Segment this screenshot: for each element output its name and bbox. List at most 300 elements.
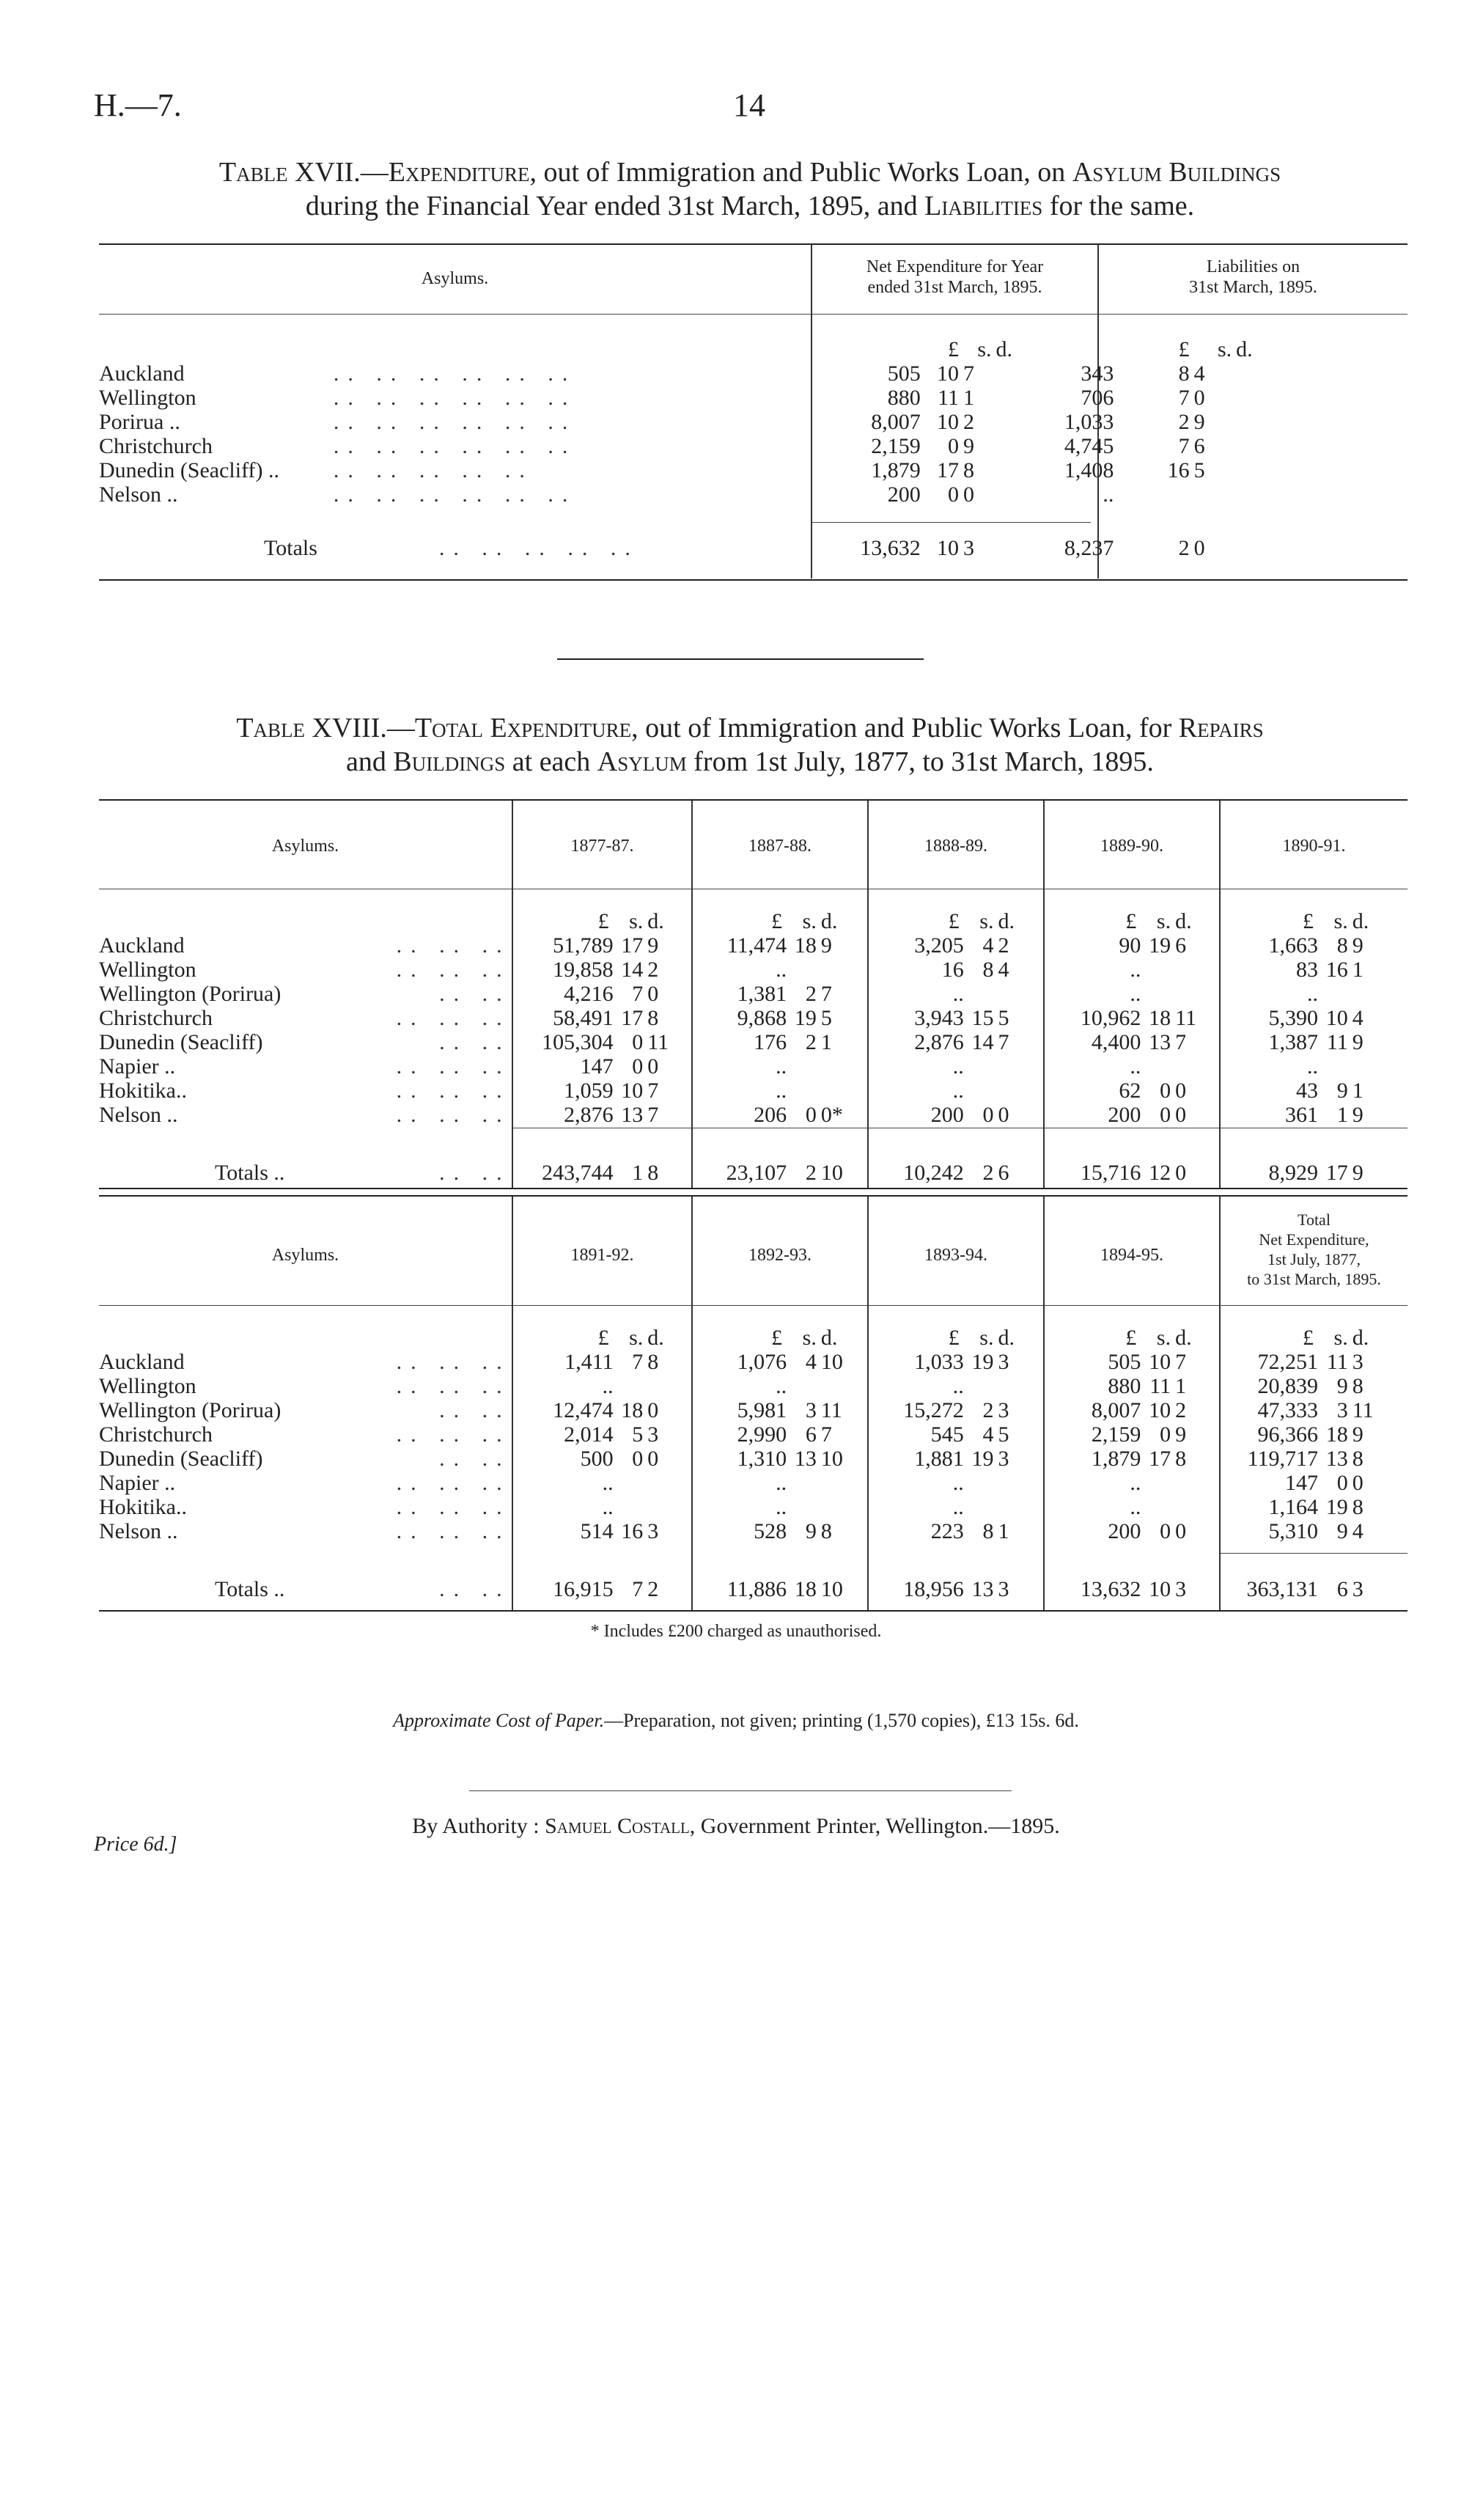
amount-pounds: 12,474 xyxy=(553,1398,614,1422)
authority-imprint xyxy=(0,1814,1472,1839)
amount-shillings xyxy=(964,1495,998,1519)
amount-shillings: 19 xyxy=(1325,1495,1348,1519)
amount-shillings: 18 xyxy=(1325,1422,1348,1447)
amount-shillings: 2 xyxy=(982,1161,994,1185)
amount-shillings: 16 xyxy=(621,1519,644,1543)
leader-dots: .. .. .. xyxy=(396,1374,511,1398)
table-row xyxy=(99,933,1407,958)
table18-caption-b: Buildings xyxy=(393,746,506,777)
net-shillings: 10 xyxy=(937,410,959,434)
amount-pence: 0 xyxy=(998,1103,1009,1127)
table18b-col-year: 1892-93. xyxy=(748,1246,812,1265)
amount-pounds: 15,272 xyxy=(903,1398,964,1422)
amount-pounds: .. xyxy=(776,1374,787,1398)
amount-shillings: 8 xyxy=(982,1519,994,1543)
totals-liab-pence: 0 xyxy=(1193,536,1205,560)
table18-footnote: * Includes £200 charged as unauthorised. xyxy=(590,1622,882,1641)
amount-pounds: 96,366 xyxy=(1257,1422,1318,1447)
leader-dots: .. .. xyxy=(439,1447,511,1471)
pence-unit: d. xyxy=(998,1326,1015,1350)
amount-pence: 5 xyxy=(998,1422,1009,1447)
liab-pounds: .. xyxy=(1103,482,1114,507)
amount-shillings: 0 xyxy=(1160,1422,1171,1447)
document-code: H.—7. xyxy=(94,87,182,123)
amount-shillings: 19 xyxy=(1149,933,1171,958)
table-row xyxy=(99,1398,1407,1422)
amount-shillings: 1 xyxy=(1336,1103,1348,1127)
cost-note-label: Approximate Cost of Paper. xyxy=(393,1710,605,1731)
amount-shillings: 19 xyxy=(794,1006,817,1030)
totals-label: Totals .. xyxy=(215,1577,285,1601)
pence-unit: d. xyxy=(820,909,838,933)
amount-pounds: .. xyxy=(776,1471,787,1495)
amount-pounds: 4,216 xyxy=(564,982,614,1006)
amount-pence: 7 xyxy=(820,1422,832,1447)
amount-pounds: 1,059 xyxy=(564,1079,614,1103)
amount-pounds: 5,981 xyxy=(737,1398,787,1422)
liab-pounds: 1,408 xyxy=(1064,458,1114,482)
amount-pounds: .. xyxy=(1130,1471,1141,1495)
leader-dots: .. .. .. .. .. xyxy=(438,536,639,560)
asylum-name: Porirua .. xyxy=(99,410,180,434)
leader-dots: .. .. xyxy=(439,1398,511,1422)
shilling-unit: s. xyxy=(1217,337,1232,361)
amount-pounds: 223 xyxy=(930,1519,964,1543)
table18a-col-year: 1877-87. xyxy=(570,837,634,856)
amount-shillings: 9 xyxy=(1336,1519,1348,1543)
pound-unit: £ xyxy=(948,909,960,933)
amount-pence: 4 xyxy=(1352,1519,1364,1543)
amount-pounds: .. xyxy=(1130,1054,1141,1079)
table17-rows xyxy=(99,361,1407,507)
amount-pounds: 18,956 xyxy=(903,1577,964,1601)
amount-pounds: 119,717 xyxy=(1247,1447,1318,1471)
amount-shillings: 15 xyxy=(971,1006,994,1030)
amount-pence: 0* xyxy=(820,1103,843,1127)
amount-pounds: .. xyxy=(602,1495,614,1519)
leader-dots: .. .. .. xyxy=(396,1006,511,1030)
asylum-name: Wellington (Porirua) xyxy=(99,982,281,1006)
amount-shillings xyxy=(964,1079,998,1103)
table17-col-asylums: Asylums. xyxy=(421,269,489,288)
amount-shillings: 6 xyxy=(805,1422,817,1447)
amount-shillings xyxy=(964,982,998,1006)
amount-pence xyxy=(821,1471,876,1495)
amount-pence: 8 xyxy=(647,1006,659,1030)
table18b-col-asylums: Asylums. xyxy=(271,1246,339,1265)
amount-pounds: 2,014 xyxy=(564,1422,614,1447)
pound-unit: £ xyxy=(1125,1326,1137,1350)
amount-shillings xyxy=(787,1471,821,1495)
pence-unit: d. xyxy=(1175,909,1192,933)
amount-pounds: 545 xyxy=(930,1422,964,1447)
amount-shillings: 0 xyxy=(632,1054,644,1079)
pound-unit: £ xyxy=(597,1326,609,1350)
net-shillings: 11 xyxy=(938,386,959,410)
liab-pence xyxy=(1194,482,1237,507)
amount-shillings: 19 xyxy=(971,1350,994,1374)
table18b-col-year: 1893-94. xyxy=(924,1246,987,1265)
amount-shillings: 3 xyxy=(1336,1398,1348,1422)
amount-pounds: 16 xyxy=(941,958,964,982)
amount-pence: 9 xyxy=(1352,1422,1364,1447)
table18-subject2: Repairs xyxy=(1178,713,1264,743)
amount-pounds: 147 xyxy=(580,1054,614,1079)
amount-shillings xyxy=(1141,1495,1175,1519)
amount-pence: 8 xyxy=(647,1161,659,1185)
amount-shillings xyxy=(1141,1054,1175,1079)
amount-pence xyxy=(821,1374,876,1398)
table-row xyxy=(99,1054,1407,1079)
table18-caption-line2 xyxy=(94,745,1406,779)
amount-pounds: 8,007 xyxy=(1091,1398,1141,1422)
amount-pounds: 200 xyxy=(930,1103,964,1127)
amount-shillings: 14 xyxy=(971,1030,994,1054)
amount-shillings: 18 xyxy=(1149,1006,1171,1030)
amount-pounds: 105,304 xyxy=(542,1030,614,1054)
net-pence: 9 xyxy=(963,434,974,458)
amount-pence: 0 xyxy=(647,1447,659,1471)
amount-pounds: 1,879 xyxy=(1091,1447,1141,1471)
amount-pence: 2 xyxy=(1175,1398,1187,1422)
asylum-name: Christchurch xyxy=(99,1422,213,1447)
amount-shillings: 11 xyxy=(1326,1350,1348,1374)
amount-pence xyxy=(1175,1054,1230,1079)
leader-dots: .. .. .. .. .. .. xyxy=(333,410,577,434)
amount-pounds: 1,663 xyxy=(1268,933,1318,958)
asylum-name: Wellington xyxy=(99,958,196,982)
amount-pounds: 51,789 xyxy=(553,933,614,958)
amount-pounds: 3,205 xyxy=(914,933,964,958)
amount-shillings: 0 xyxy=(632,1030,644,1054)
amount-pounds: 5,390 xyxy=(1268,1006,1318,1030)
table17-body xyxy=(99,337,1407,560)
table17-totals-row xyxy=(99,536,1407,560)
shilling-unit: s. xyxy=(1333,1326,1348,1350)
amount-pounds: .. xyxy=(776,1054,787,1079)
shilling-unit: s. xyxy=(977,337,992,361)
table18a-col-year: 1890-91. xyxy=(1282,837,1346,856)
asylum-name: Nelson .. xyxy=(99,1519,178,1543)
amount-pounds: .. xyxy=(1307,1054,1318,1079)
amount-shillings: 17 xyxy=(621,1006,644,1030)
amount-pence: 1 xyxy=(820,1030,832,1054)
table-row xyxy=(99,1447,1407,1471)
amount-shillings: 13 xyxy=(1325,1447,1348,1471)
amount-pounds: .. xyxy=(952,1495,964,1519)
amount-pounds: 200 xyxy=(1108,1103,1141,1127)
amount-shillings: 17 xyxy=(1149,1447,1171,1471)
amount-pence xyxy=(647,1495,699,1519)
page-number: 14 xyxy=(733,87,765,123)
table17-row xyxy=(99,386,1407,410)
amount-pence: 11 xyxy=(1175,1006,1196,1030)
amount-pence: 2 xyxy=(647,1577,659,1601)
amount-pence: 10 xyxy=(820,1447,843,1471)
asylum-name: Christchurch xyxy=(99,434,213,458)
amount-shillings: 7 xyxy=(632,1577,644,1601)
amount-pence: 3 xyxy=(647,1519,659,1543)
amount-pence: 3 xyxy=(1352,1350,1364,1374)
shilling-unit: s. xyxy=(1333,909,1348,933)
table18b-col-year: 1894-95. xyxy=(1100,1246,1163,1265)
net-shillings: 0 xyxy=(948,482,959,507)
liab-pounds: 1,033 xyxy=(1064,410,1114,434)
liab-shillings xyxy=(1114,482,1193,507)
amount-pounds: 11,886 xyxy=(726,1577,787,1601)
amount-shillings: 0 xyxy=(1160,1519,1171,1543)
net-shillings: 0 xyxy=(948,434,959,458)
amount-pence: 3 xyxy=(998,1447,1009,1471)
amount-pounds: 528 xyxy=(754,1519,787,1543)
price: Price 6d.] xyxy=(94,1833,177,1856)
net-pounds: 505 xyxy=(887,361,921,386)
amount-shillings: 16 xyxy=(1325,958,1348,982)
table17-col-net-line1: Net Expenditure for Year xyxy=(866,257,1044,276)
net-pounds: 2,159 xyxy=(871,434,921,458)
leader-dots: .. .. .. xyxy=(396,1471,511,1495)
table-row xyxy=(99,1519,1407,1543)
amount-pence: 9 xyxy=(1352,1161,1364,1185)
amount-pounds: 8,929 xyxy=(1268,1161,1318,1185)
amount-pence: 7 xyxy=(1175,1350,1187,1374)
authority-prefix: By Authority : xyxy=(412,1814,545,1838)
amount-pence: 2 xyxy=(647,958,659,982)
net-pence: 1 xyxy=(963,386,974,410)
amount-pence: 6 xyxy=(1175,933,1187,958)
amount-pence: 6 xyxy=(998,1161,1009,1185)
amount-pence: 0 xyxy=(647,1398,659,1422)
amount-pounds: 11,474 xyxy=(726,933,787,958)
amount-pence: 3 xyxy=(998,1398,1009,1422)
leader-dots: .. .. .. xyxy=(396,1495,511,1519)
liab-shillings: 2 xyxy=(1178,410,1190,434)
amount-pounds: 176 xyxy=(754,1030,787,1054)
amount-shillings: 9 xyxy=(1336,1374,1348,1398)
table17-number: Table XVII. xyxy=(218,157,361,188)
table17-row xyxy=(99,482,1407,507)
amount-pence: 9 xyxy=(1352,1030,1364,1054)
amount-shillings: 0 xyxy=(1336,1471,1348,1495)
amount-pounds: 514 xyxy=(580,1519,614,1543)
amount-shillings: 13 xyxy=(1149,1030,1171,1054)
pence-unit: d. xyxy=(1352,1326,1369,1350)
amount-shillings: 17 xyxy=(1325,1161,1348,1185)
amount-pence: 3 xyxy=(998,1350,1009,1374)
amount-shillings: 10 xyxy=(1149,1350,1171,1374)
liab-shillings: 7 xyxy=(1178,386,1190,410)
amount-pence: 9 xyxy=(1175,1422,1187,1447)
amount-pounds: .. xyxy=(952,1374,964,1398)
amount-pounds: 4,400 xyxy=(1091,1030,1141,1054)
amount-pounds: .. xyxy=(952,982,964,1006)
table18a-body xyxy=(99,909,1407,1185)
pence-unit: d. xyxy=(1352,909,1369,933)
table-row xyxy=(99,1495,1407,1519)
amount-pence xyxy=(1175,958,1230,982)
amount-shillings: 18 xyxy=(794,1577,817,1601)
shilling-unit: s. xyxy=(1156,1326,1171,1350)
table-row xyxy=(99,1006,1407,1030)
liab-pence: 6 xyxy=(1193,434,1205,458)
table-row xyxy=(99,1422,1407,1447)
table-row xyxy=(99,982,1407,1006)
amount-pence xyxy=(1175,982,1230,1006)
leader-dots: .. .. .. .. .. .. xyxy=(333,482,577,507)
table18b-col-total xyxy=(1221,1210,1407,1289)
table17-top-rule xyxy=(99,243,1407,245)
leader-dots: .. .. .. xyxy=(396,1350,511,1374)
table-row xyxy=(99,1471,1407,1495)
amount-pence: 10 xyxy=(820,1577,843,1601)
amount-pence: 5 xyxy=(998,1006,1009,1030)
amount-pence: 3 xyxy=(647,1422,659,1447)
pence-unit: d. xyxy=(998,909,1015,933)
amount-shillings: 18 xyxy=(794,933,817,958)
asylum-name: Napier .. xyxy=(99,1471,176,1495)
cost-note-text: —Preparation, not given; printing (1,570 copies), £13 15s. 6d. xyxy=(604,1710,1079,1731)
asylum-name: Nelson .. xyxy=(99,1103,178,1127)
amount-shillings: 5 xyxy=(632,1422,644,1447)
amount-shillings xyxy=(787,1079,821,1103)
liab-pounds: 343 xyxy=(1081,361,1114,386)
table17-caption-line2 xyxy=(94,189,1406,223)
amount-shillings: 1 xyxy=(632,1161,644,1185)
table18-caption xyxy=(94,711,1406,779)
table17-header-rule xyxy=(99,314,1407,315)
amount-shillings: 7 xyxy=(632,1350,644,1374)
amount-pounds: 363,131 xyxy=(1246,1577,1318,1601)
pence-unit: d. xyxy=(996,337,1012,361)
amount-pence: 8 xyxy=(820,1519,832,1543)
amount-pounds: 1,881 xyxy=(914,1447,964,1471)
table17-row xyxy=(99,434,1407,458)
amount-shillings: 13 xyxy=(794,1447,817,1471)
pound-unit: £ xyxy=(948,337,959,361)
asylum-name: Hokitika.. xyxy=(99,1079,187,1103)
table-row xyxy=(99,958,1407,982)
asylum-name: Auckland xyxy=(99,361,185,386)
asylum-name: Auckland xyxy=(99,1350,185,1374)
amount-pounds: 505 xyxy=(1108,1350,1141,1374)
table17-caption-liab: Liabilities xyxy=(924,191,1043,221)
amount-shillings: 2 xyxy=(805,1161,817,1185)
amount-shillings: 10 xyxy=(1149,1577,1171,1601)
amount-pence: 8 xyxy=(1352,1374,1364,1398)
shilling-unit: s. xyxy=(802,909,817,933)
table17-caption-mid: , out of Immigration and Public Works Loan, on xyxy=(529,157,1072,188)
amount-pence: 0 xyxy=(647,982,659,1006)
amount-pounds: 1,310 xyxy=(737,1447,787,1471)
amount-pounds: .. xyxy=(1307,982,1318,1006)
amount-pence xyxy=(998,1374,1053,1398)
amount-pounds: 72,251 xyxy=(1257,1350,1318,1374)
totals-label: Totals .. xyxy=(215,1161,285,1185)
totals-net-pounds: 13,632 xyxy=(860,536,921,560)
table17-col-liab-line2: 31st March, 1895. xyxy=(1189,278,1317,297)
leader-dots: .. .. xyxy=(439,982,511,1006)
leader-dots: .. .. .. xyxy=(396,1422,511,1447)
table18-caption-a: and xyxy=(346,746,394,777)
liab-shillings: 7 xyxy=(1178,434,1190,458)
amount-shillings xyxy=(1141,1471,1175,1495)
amount-shillings: 10 xyxy=(1149,1398,1171,1422)
totals-liab-pounds: 8,237 xyxy=(1064,536,1114,560)
amount-pounds: 500 xyxy=(580,1447,614,1471)
liab-pence: 0 xyxy=(1193,386,1205,410)
table18a-col-year: 1887-88. xyxy=(748,837,812,856)
amount-shillings: 9 xyxy=(805,1519,817,1543)
table17-row xyxy=(99,458,1407,482)
table18-number: Table XVIII. xyxy=(236,713,387,743)
amount-pence xyxy=(821,1495,876,1519)
leader-dots: .. .. xyxy=(439,1030,511,1054)
totals-label: Totals xyxy=(264,536,317,560)
amount-pence xyxy=(1353,1054,1407,1079)
table18-caption-d: Asylum xyxy=(597,746,687,777)
amount-pounds: .. xyxy=(1130,1495,1141,1519)
amount-shillings: 11 xyxy=(1149,1374,1171,1398)
amount-pence xyxy=(1175,1471,1230,1495)
pound-unit: £ xyxy=(1303,1326,1314,1350)
asylum-name: Napier .. xyxy=(99,1054,176,1079)
table18-caption-mid: , out of Immigration and Public Works Loan, for xyxy=(631,713,1179,743)
amount-pence xyxy=(821,958,876,982)
asylum-name: Dunedin (Seacliff) .. xyxy=(99,458,280,482)
amount-pounds: 206 xyxy=(754,1103,787,1127)
net-pounds: 1,879 xyxy=(871,458,921,482)
amount-pounds: 2,876 xyxy=(914,1030,964,1054)
amount-pence: 8 xyxy=(1352,1447,1364,1471)
shilling-unit: s. xyxy=(802,1326,817,1350)
pound-unit: £ xyxy=(1178,337,1190,361)
totals-row xyxy=(99,1577,1407,1601)
pence-unit: d. xyxy=(1236,337,1253,361)
leader-dots: .. .. .. xyxy=(396,1519,511,1543)
amount-pounds: 1,076 xyxy=(737,1350,787,1374)
amount-pence: 1 xyxy=(998,1519,1009,1543)
units-row xyxy=(99,1326,1407,1350)
table18-caption-e: from 1st July, 1877, to 31st March, 1895. xyxy=(686,746,1154,777)
amount-pence: 10 xyxy=(820,1350,843,1374)
total-header-line: Net Expenditure, xyxy=(1259,1230,1369,1249)
amount-shillings xyxy=(1141,982,1175,1006)
amount-shillings xyxy=(964,1374,998,1398)
liab-pounds: 706 xyxy=(1081,386,1114,410)
amount-pounds: 10,242 xyxy=(903,1161,964,1185)
amount-pounds: .. xyxy=(1130,958,1141,982)
amount-pence xyxy=(647,1374,699,1398)
amount-pounds: .. xyxy=(602,1471,614,1495)
amount-shillings: 3 xyxy=(805,1398,817,1422)
amount-shillings: 0 xyxy=(982,1103,994,1127)
amount-pence: 11 xyxy=(820,1398,842,1422)
amount-pence xyxy=(1175,1495,1230,1519)
amount-pounds: 62 xyxy=(1119,1079,1141,1103)
table18-caption-c: at each xyxy=(505,746,597,777)
shilling-unit: s. xyxy=(979,909,994,933)
amount-pounds: 16,915 xyxy=(553,1577,614,1601)
amount-pence: 0 xyxy=(647,1054,659,1079)
totals-net-shillings: 10 xyxy=(937,536,959,560)
amount-pounds: 880 xyxy=(1108,1374,1141,1398)
table18b-col-year: 1891-92. xyxy=(570,1246,634,1265)
asylum-name: Auckland xyxy=(99,933,185,958)
amount-pounds: 19,858 xyxy=(553,958,614,982)
asylum-name: Wellington (Porirua) xyxy=(99,1398,281,1422)
total-header-line: 1st July, 1877, xyxy=(1267,1250,1361,1268)
amount-pounds: 1,033 xyxy=(914,1350,964,1374)
